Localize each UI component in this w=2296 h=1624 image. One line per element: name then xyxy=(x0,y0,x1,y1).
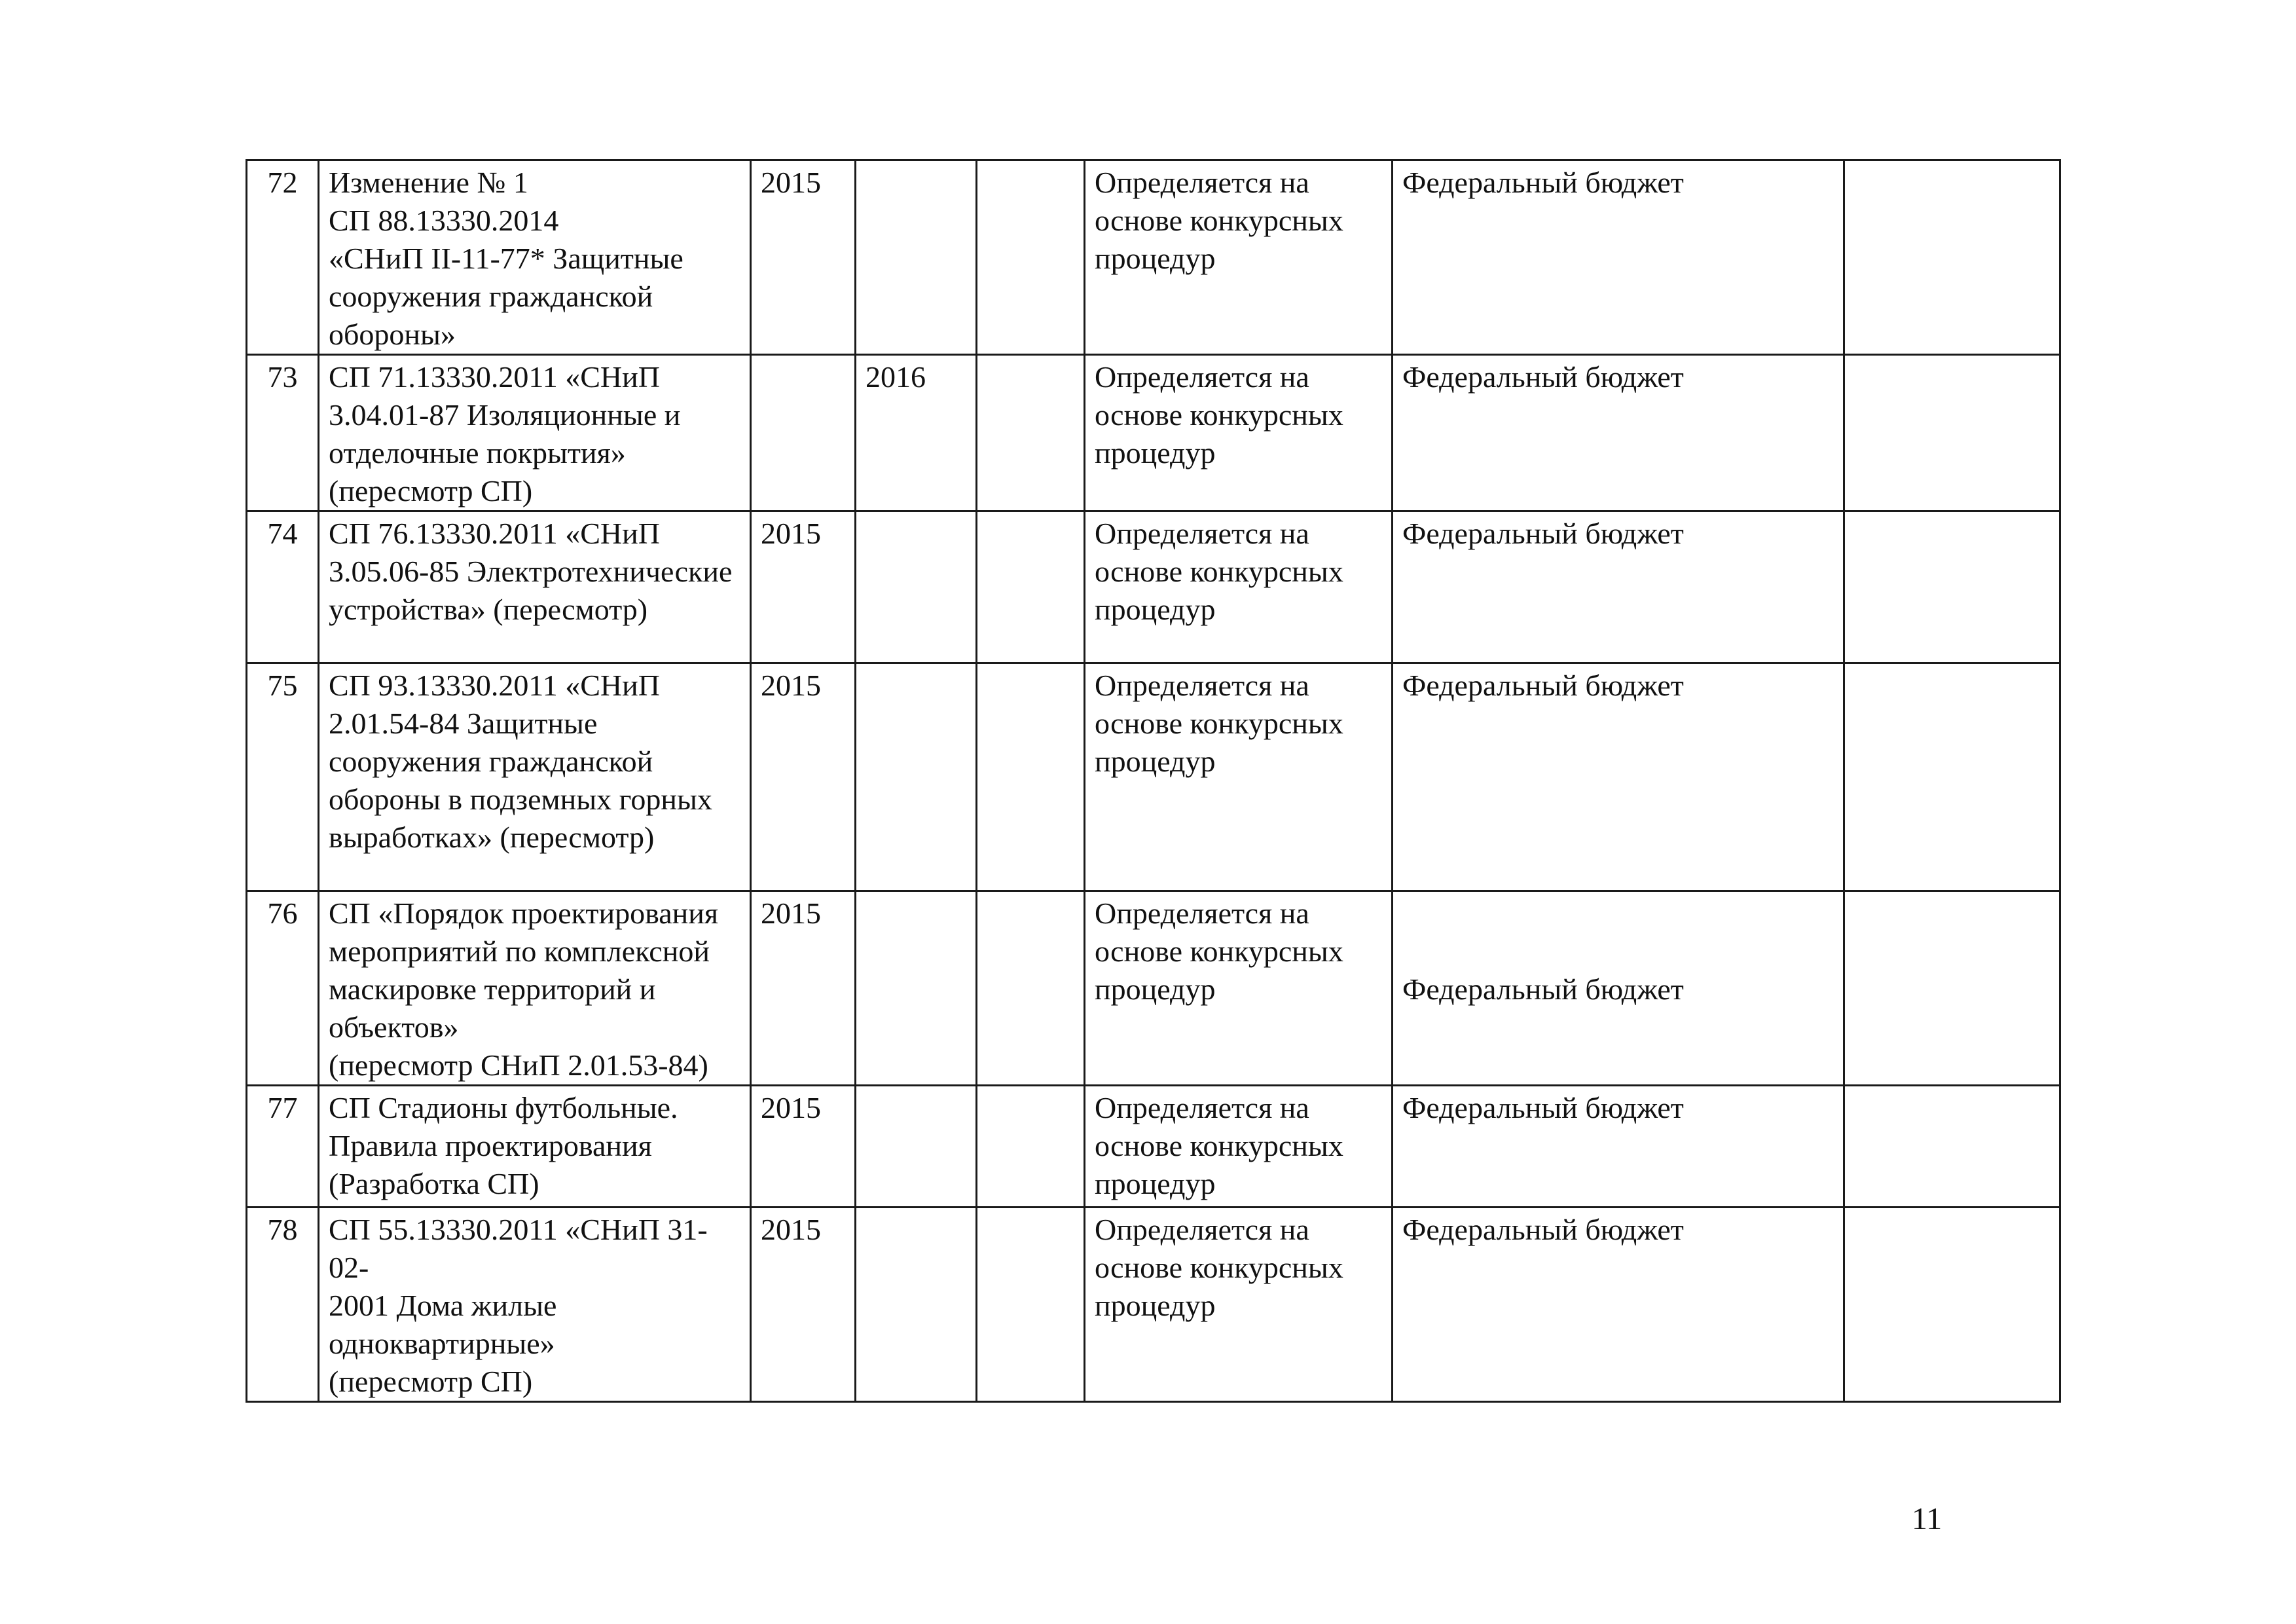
year-column-b xyxy=(856,1086,977,1208)
page-number: 11 xyxy=(1912,1502,1942,1536)
notes-column xyxy=(1844,663,2060,891)
notes-column xyxy=(1844,1086,2060,1208)
year-column-a: 2015 xyxy=(751,160,856,355)
row-number: 78 xyxy=(247,1208,319,1402)
funding-source-cell: Федеральный бюджет xyxy=(1393,1208,1844,1402)
row-number: 73 xyxy=(247,355,319,511)
funding-source-cell: Федеральный бюджет xyxy=(1393,355,1844,511)
year-column-b xyxy=(856,1208,977,1402)
funding-source-cell: Федеральный бюджет xyxy=(1393,663,1844,891)
funding-source-cell: Федеральный бюджет xyxy=(1393,160,1844,355)
empty-column xyxy=(977,1086,1085,1208)
document-name: СП «Порядок проектирования мероприятий по комплексной маскировке территорий и объектов» (пересмотр СНиП 2.01.53-84) xyxy=(319,891,751,1086)
executor-cell: Определяется на основе конкурсных процедур xyxy=(1085,355,1393,511)
year-column-a: 2015 xyxy=(751,1086,856,1208)
year-column-b xyxy=(856,160,977,355)
row-number: 74 xyxy=(247,511,319,663)
table-row xyxy=(247,1086,2060,1208)
executor-cell: Определяется на основе конкурсных процедур xyxy=(1085,160,1393,355)
empty-column xyxy=(977,891,1085,1086)
year-column-b xyxy=(856,891,977,1086)
executor-cell: Определяется на основе конкурсных процедур xyxy=(1085,663,1393,891)
executor-cell: Определяется на основе конкурсных процедур xyxy=(1085,1086,1393,1208)
executor-cell: Определяется на основе конкурсных процедур xyxy=(1085,511,1393,663)
year-column-b xyxy=(856,663,977,891)
document-name: СП 93.13330.2011 «СНиП 2.01.54-84 Защитные сооружения гражданской обороны в подземных горных выработках» (пересмотр) xyxy=(319,663,751,891)
document-name: СП 55.13330.2011 «СНиП 31-02- 2001 Дома жилые одноквартирные» (пересмотр СП) xyxy=(319,1208,751,1402)
notes-column xyxy=(1844,160,2060,355)
executor-cell: Определяется на основе конкурсных процедур xyxy=(1085,891,1393,1086)
year-column-a: 2015 xyxy=(751,511,856,663)
year-column-b xyxy=(856,511,977,663)
empty-column xyxy=(977,511,1085,663)
year-column-a: 2015 xyxy=(751,891,856,1086)
notes-column xyxy=(1844,511,2060,663)
year-column-a: 2015 xyxy=(751,663,856,891)
notes-column xyxy=(1844,1208,2060,1402)
year-column-a: 2015 xyxy=(751,1208,856,1402)
document-name: СП Стадионы футбольные. Правила проектирования (Разработка СП) xyxy=(319,1086,751,1208)
table-row xyxy=(247,355,2060,511)
row-number: 75 xyxy=(247,663,319,891)
row-number: 72 xyxy=(247,160,319,355)
table-row xyxy=(247,511,2060,663)
table-row xyxy=(247,891,2060,1086)
table-row xyxy=(247,1208,2060,1402)
document-name: СП 76.13330.2011 «СНиП 3.05.06-85 Электротехнические устройства» (пересмотр) xyxy=(319,511,751,663)
document-name: Изменение № 1 СП 88.13330.2014 «СНиП II-11-77* Защитные сооружения гражданской обороны» xyxy=(319,160,751,355)
empty-column xyxy=(977,355,1085,511)
empty-column xyxy=(977,1208,1085,1402)
year-column-a xyxy=(751,355,856,511)
executor-cell: Определяется на основе конкурсных процедур xyxy=(1085,1208,1393,1402)
funding-source-cell: Федеральный бюджет xyxy=(1393,511,1844,663)
document-name: СП 71.13330.2011 «СНиП 3.04.01-87 Изоляционные и отделочные покрытия» (пересмотр СП) xyxy=(319,355,751,511)
row-number: 76 xyxy=(247,891,319,1086)
funding-source-cell: Федеральный бюджет xyxy=(1393,1086,1844,1208)
funding-source-cell: Федеральный бюджет xyxy=(1393,891,1844,1086)
year-column-b: 2016 xyxy=(856,355,977,511)
row-number: 77 xyxy=(247,1086,319,1208)
empty-column xyxy=(977,160,1085,355)
empty-column xyxy=(977,663,1085,891)
standards-plan-table xyxy=(246,159,2061,1403)
table-row xyxy=(247,663,2060,891)
notes-column xyxy=(1844,355,2060,511)
table-row xyxy=(247,160,2060,355)
notes-column xyxy=(1844,891,2060,1086)
